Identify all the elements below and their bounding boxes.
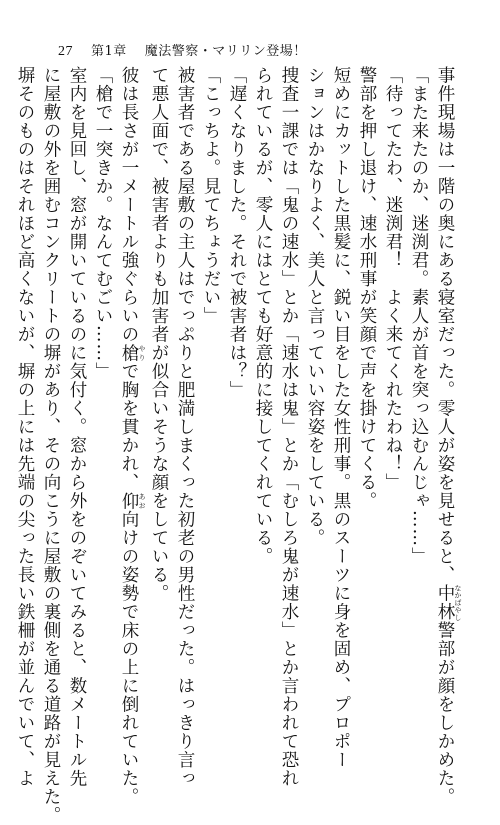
text-line <box>38 66 64 825</box>
text-run: で胸を貫かれ、 <box>119 362 139 492</box>
text-line <box>302 66 328 670</box>
text-line <box>12 66 38 788</box>
text-line <box>328 66 354 769</box>
text-line <box>224 66 250 670</box>
text-line <box>198 66 224 670</box>
text-line <box>172 66 198 788</box>
text-line <box>116 66 146 806</box>
text-line <box>146 66 172 670</box>
ruby-base: 槍 <box>119 343 139 362</box>
text-line <box>250 66 276 670</box>
chapter-title: 魔法警察・マリリン登場！ <box>144 44 307 59</box>
text-run: 警部が顔をしかめた。 <box>435 621 455 806</box>
text-run: 室内を見回し、窓が開いているのに気付く。窓から外をのぞいてみると、数メートル先 <box>67 66 87 788</box>
ruby-reading: なかばやし <box>454 584 462 621</box>
ruby-word <box>119 343 146 363</box>
novel-body-text <box>12 66 462 825</box>
text-run: 被害者である屋敷の主人はでっぷりと肥満しまくった初老の男性だった。はっきり言っ <box>175 66 195 788</box>
text-run: て悪人面で、被害者よりも加害者が似合いそうな顔をしている。 <box>149 66 169 603</box>
text-run: 捜査一課では「鬼の速水」とか「速水は鬼」とか「むしろ鬼が速水」とか言われて恐れ <box>279 66 299 788</box>
text-run: 「槍で一突きか。なんてむごい……」 <box>93 66 113 381</box>
ruby-reading: あお <box>138 491 146 510</box>
text-line <box>380 66 406 670</box>
text-line <box>354 66 380 670</box>
page-number: 27 <box>58 44 73 59</box>
chapter-label: 第1章 <box>91 44 127 59</box>
text-line <box>406 66 432 670</box>
text-run: 「こっちよ。見てちょうだい」 <box>201 66 221 325</box>
text-line <box>90 66 116 670</box>
text-run: 「待ってたわ、迷渕君！ よく来てくれたわね！」 <box>383 66 403 492</box>
ruby-base: 中林 <box>435 584 455 621</box>
text-run: 「遅くなりました。それで被害者は？」 <box>227 66 247 399</box>
text-run: 彼は長さが一メートル強ぐらいの <box>119 66 139 344</box>
text-run: 「また来たのか、迷渕君。素人が首を突っ込むんじゃ……」 <box>409 66 429 566</box>
text-line <box>432 66 462 806</box>
ruby-word <box>435 584 462 621</box>
ruby-reading: やり <box>138 343 146 362</box>
running-header <box>58 40 307 60</box>
text-run: ションはかなりよく、美人と言っていい容姿をしている。 <box>305 66 325 547</box>
text-run: 向けの姿勢で床の上に倒れていた。 <box>119 510 139 806</box>
text-run: 事件現場は一階の奥にある寝室だった。零人が姿を見せると、 <box>435 66 455 584</box>
text-run: 短めにカットした黒髪に、鋭い目をした女性刑事。黒のスーツに身を固め、プロポー <box>331 66 351 769</box>
text-line <box>276 66 302 788</box>
ruby-word <box>119 491 146 511</box>
ruby-base: 仰 <box>119 491 139 510</box>
text-run: 警部を押し退け、速水刑事が笑顔で声を掛けてくる。 <box>357 66 377 510</box>
text-run: 塀そのものはそれほど高くないが、塀の上には先端の尖った長い鉄柵が並んでいて、よ <box>15 66 35 788</box>
text-run: に屋敷の外を囲むコンクリートの塀があり、その向こうに屋敷の裏側を通る道路が見えた。 <box>41 66 61 825</box>
text-run: られているが、零人にはとても好意的に接してくれている。 <box>253 66 273 566</box>
text-line <box>64 66 90 788</box>
